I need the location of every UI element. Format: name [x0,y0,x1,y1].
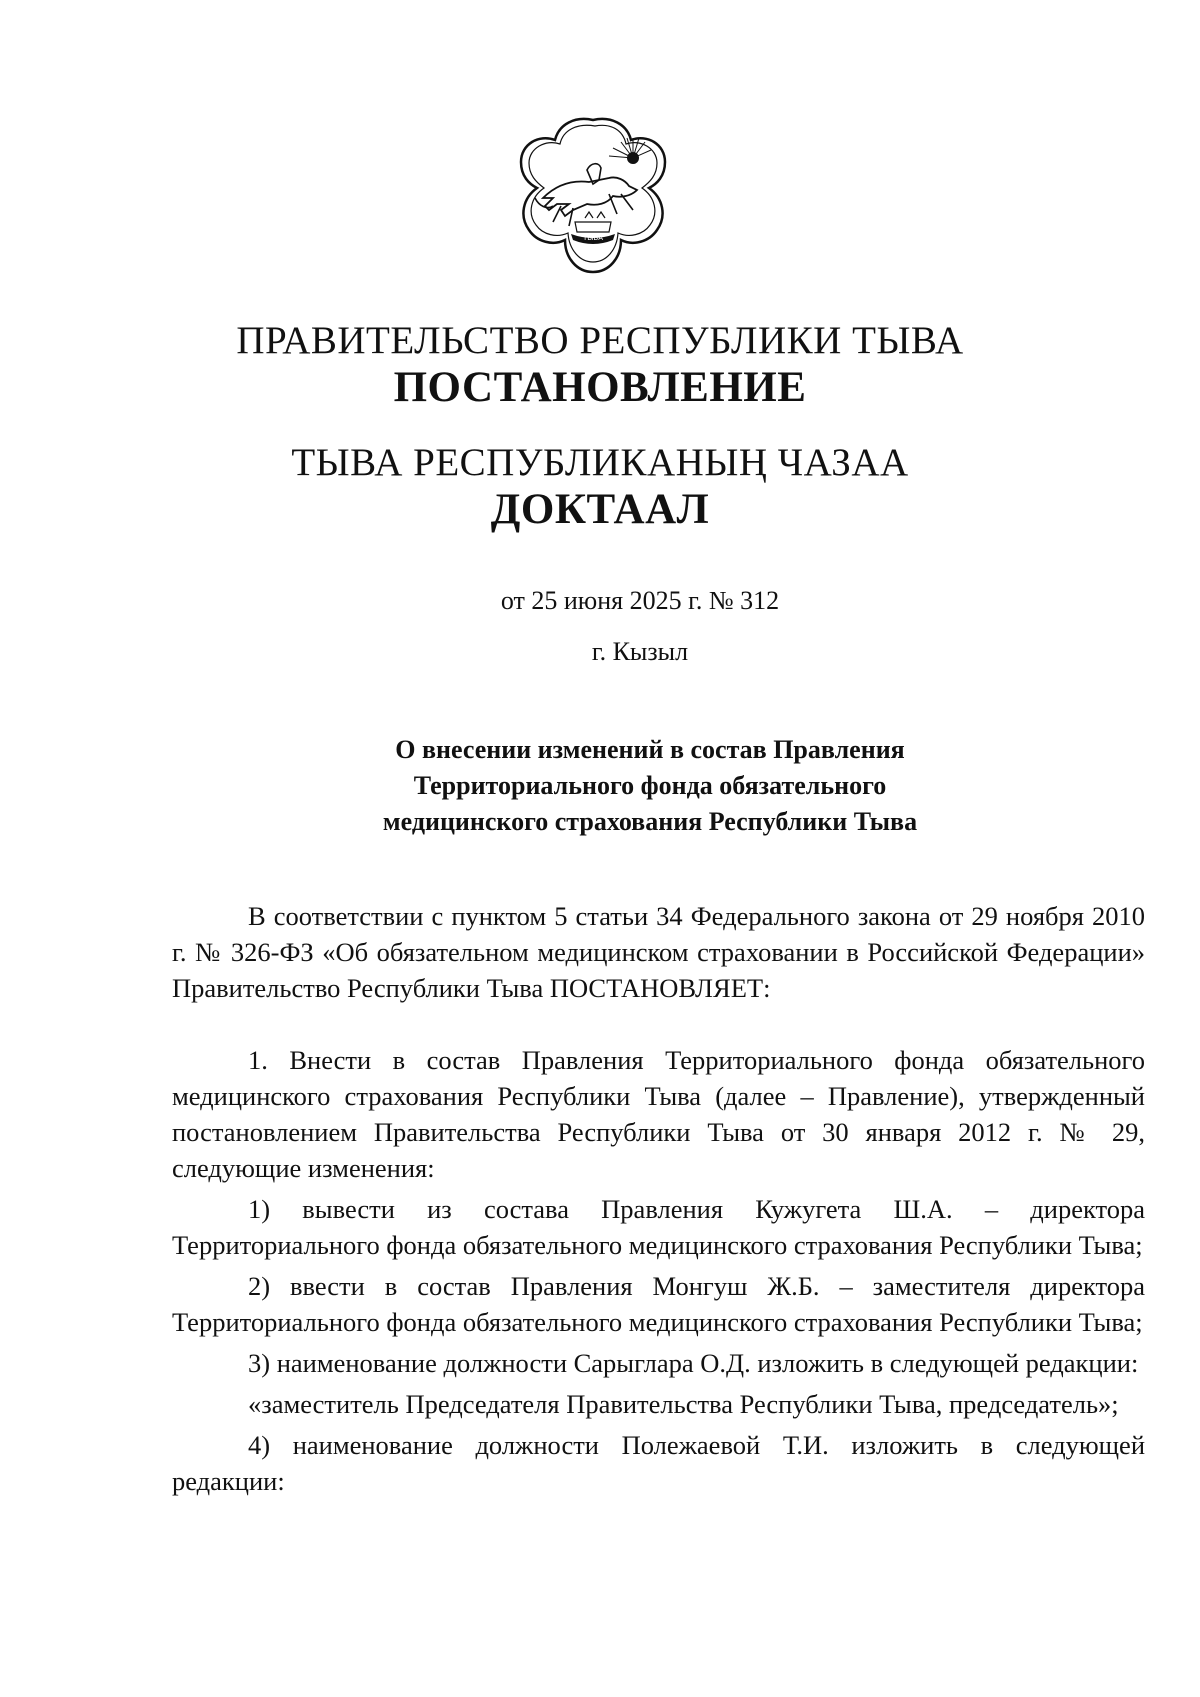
preamble-paragraph: В соответствии с пунктом 5 статьи 34 Федерального закона от 29 ноября 2010 г. № 326-ФЗ «Об обязательном медицинском страховании в Российской Федерации» Правительство Республики Тыва ПОСТАНОВЛЯЕТ: [172,901,1145,1003]
government-name-ru: ПРАВИТЕЛЬСТВО РЕСПУБЛИКИ ТЫВА [236,319,964,362]
tuva-coat-of-arms-icon [513,110,673,285]
subitem-2-paragraph: 2) ввести в состав Правления Монгуш Ж.Б. – заместителя директора Территориального фонда обязательного медицинского страхования Республики Тыва; [172,1271,1145,1337]
document-body [172,898,1145,1499]
document-type-ru: ПОСТАНОВЛЕНИЕ [393,364,807,411]
item-1-paragraph: 1. Внести в состав Правления Территориального фонда обязательного медицинского страхования Республики Тыва (далее – Правление), утвержденный постановлением Правительства Республики Тыва от 30 января 2012 г. № 29, следующие изменения: [172,1045,1145,1183]
document-type-tyv: ДОКТААЛ [490,486,710,533]
subitem-3-text-paragraph: «заместитель Председателя Правительства Республики Тыва, председатель»; [248,1389,1119,1419]
subitem-4-paragraph: 4) наименование должности Полежаевой Т.И. изложить в следующей редакции: [172,1430,1145,1496]
subitem-1-paragraph: 1) вывести из состава Правления Кужугета Ш.А. – директора Территориального фонда обязательного медицинского страхования Республики Тыва; [172,1194,1145,1260]
title-line: О внесении изменений в состав Правления [395,735,905,764]
document-title [300,732,1000,840]
government-name-tyv: ТЫВА РЕСПУБЛИКАНЫҢ ЧАЗАА [291,441,909,484]
subitem-3-paragraph: 3) наименование должности Сарыглара О.Д. изложить в следующей редакции: [248,1348,1139,1378]
title-line: медицинского страхования Республики Тыва [382,807,918,836]
emblem-caption: ТЫВА [582,234,604,242]
document-city: г. Кызыл [591,637,689,666]
title-line: Территориального фонда обязательного [413,771,887,800]
document-date-number: от 25 июня 2025 г. № 312 [500,586,780,615]
